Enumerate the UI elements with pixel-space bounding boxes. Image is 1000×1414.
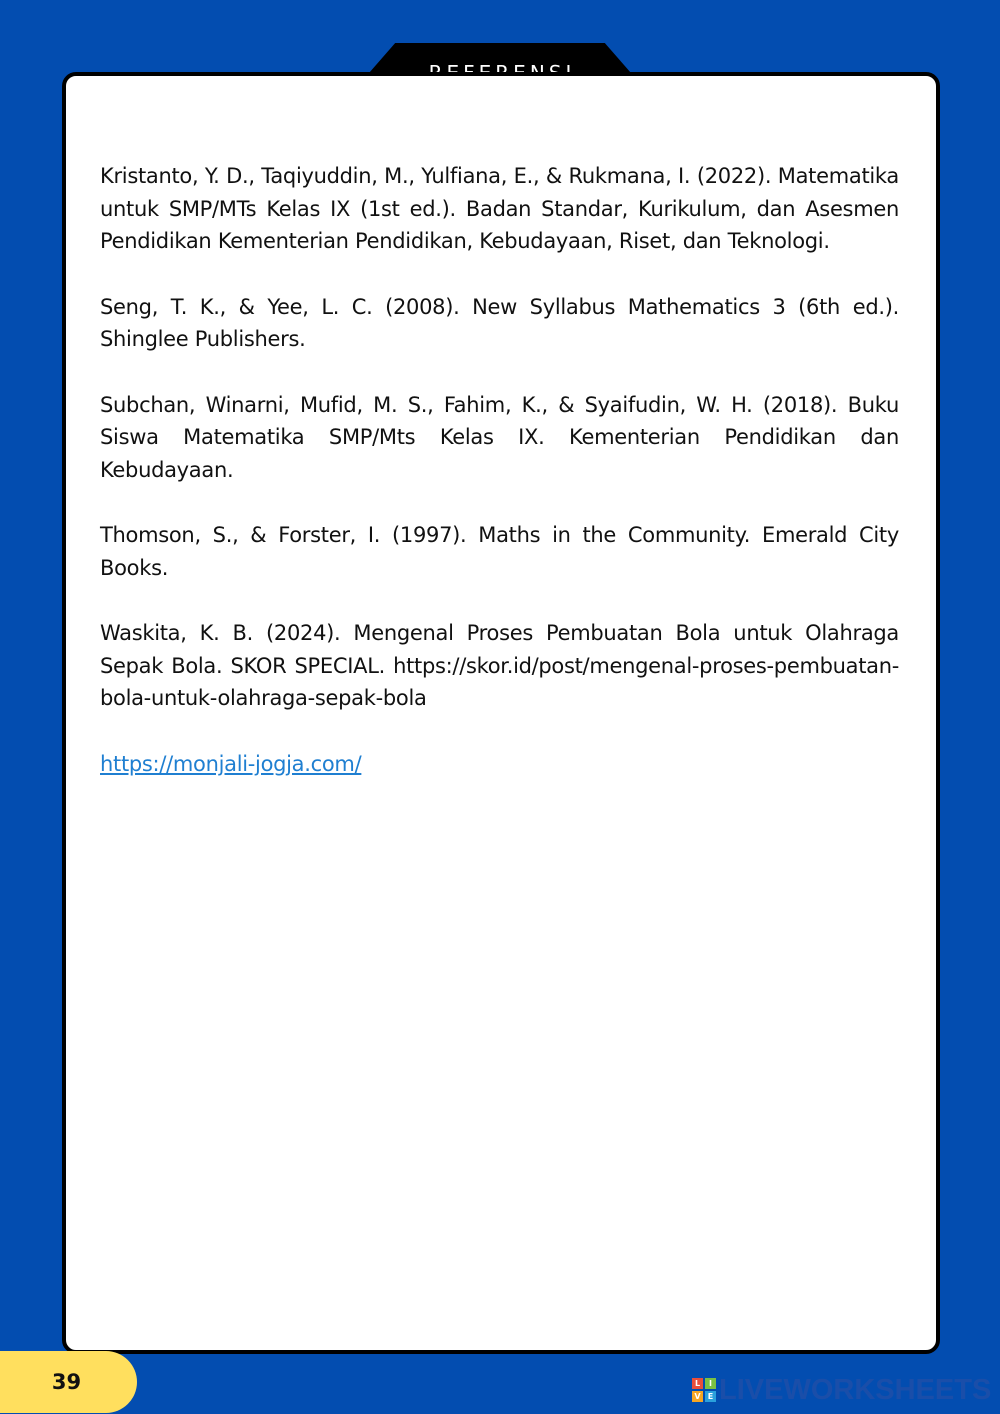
brand-name: LIVEWORKSHEETS: [719, 1373, 992, 1406]
reference-item: Subchan, Winarni, Mufid, M. S., Fahim, K., & Syaifudin, W. H. (2018). Buku Siswa Matematika SMP/Mts Kelas IX. Kementerian Pendidikan dan Kebudayaan.: [100, 392, 899, 482]
logo-letter: I: [705, 1378, 716, 1389]
logo-letter: E: [705, 1391, 716, 1402]
reference-item: Thomson, S., & Forster, I. (1997). Maths in the Community. Emerald City Books.: [100, 523, 899, 580]
logo-letter: L: [692, 1378, 703, 1389]
reference-item: Waskita, K. B. (2024). Mengenal Proses Pembuatan Bola untuk Olahraga Sepak Bola. SKOR SPECIAL. https://skor.id/post/mengenal-proses-pembuatan-bola-untuk-olahraga-sepak-bola: [100, 621, 899, 710]
page-number-badge: [0, 1351, 137, 1413]
brand-watermark: [692, 1374, 991, 1406]
liveworksheets-logo-icon: [692, 1378, 716, 1402]
reference-item: Kristanto, Y. D., Taqiyuddin, M., Yulfiana, E., & Rukmana, I. (2022). Matematika untuk SMP/MTs Kelas IX (1st ed.). Badan Standar, Kurikulum, dan Asesmen Pendidikan Kementerian Pendidikan, Kebudayaan, Riset, dan Teknologi.: [100, 164, 899, 253]
logo-letter: V: [692, 1391, 703, 1402]
page-number: 39: [51, 1370, 82, 1394]
reference-list: [100, 160, 899, 780]
reference-item: Seng, T. K., & Yee, L. C. (2008). New Syllabus Mathematics 3 (6th ed.). Shinglee Publishers.: [100, 294, 899, 351]
reference-link[interactable]: https://monjali-jogja.com/: [100, 751, 362, 776]
